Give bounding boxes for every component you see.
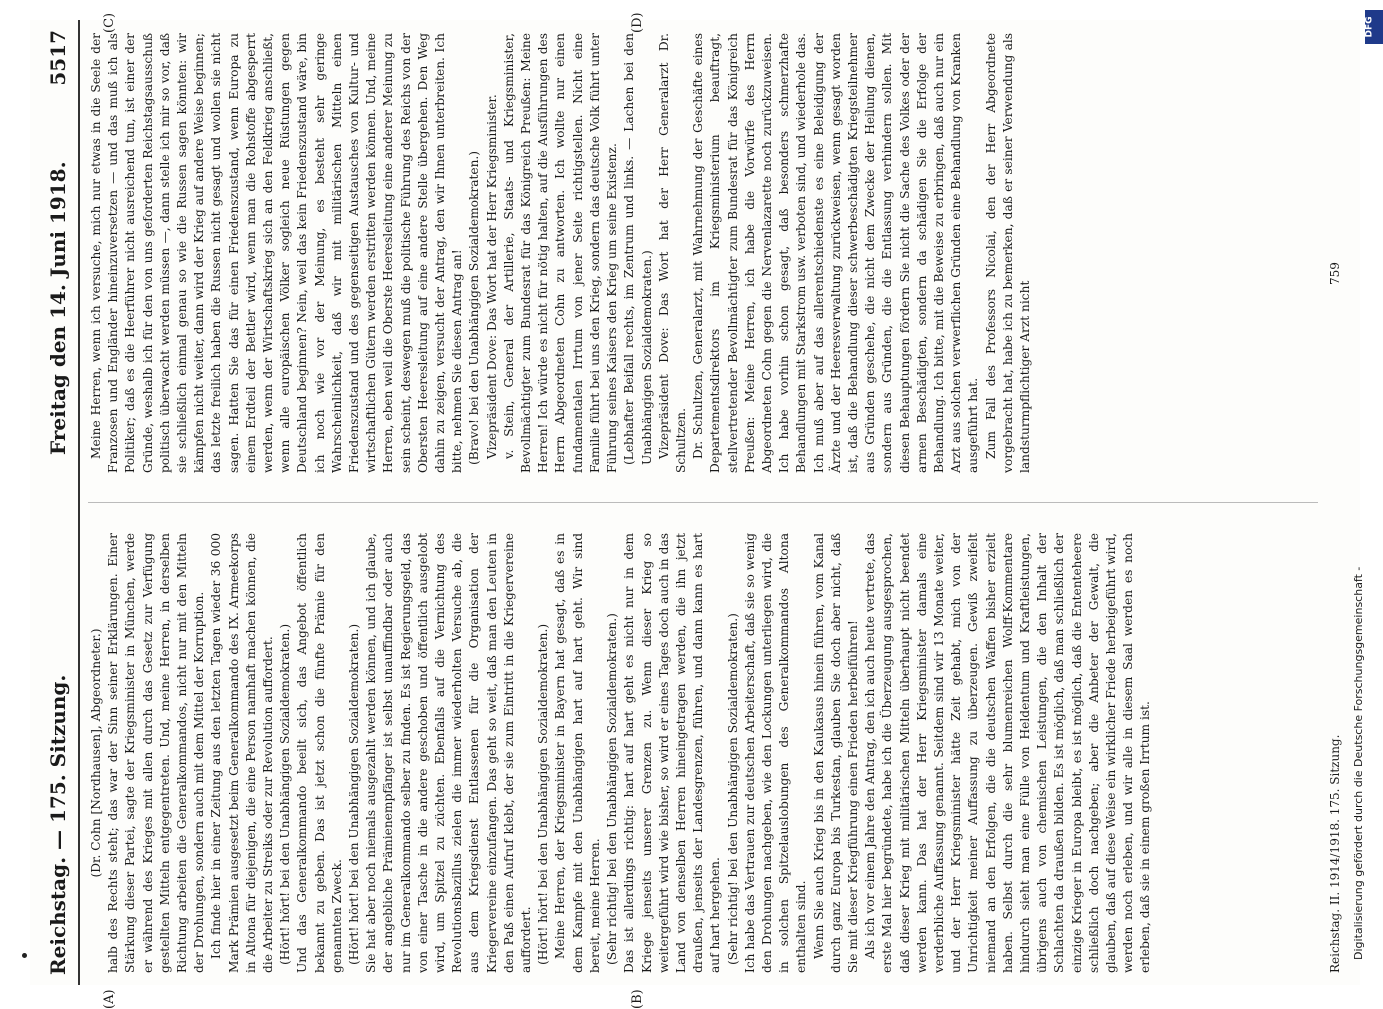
paragraph: Meine Herren, der Kriegsminister in Bayern hat gesagt, daß es in dem Kampfe mit den Unabhängigen hart auf hart geht. Wir sind bereit, meine Herren.: [553, 533, 602, 973]
footer-signature: 759: [1328, 262, 1342, 285]
dfg-logo-text: DFG: [1364, 16, 1375, 38]
left-column: [88, 533, 1155, 973]
column-divider: [88, 502, 1318, 503]
margin-marker-a: (A): [102, 989, 117, 1009]
paragraph: Sie hat aber noch niemals ausgezahlt werden können, und ich glaube, der angebliche Prämienempfänger ist selbst unauffindbar oder auch nur im Generalkommando selber zu finden. Es ist Regierungsgeld, das von einer Tasche in die andere geschoben und öffentlich ausgelobt wird, um Spitzel zu züchten. Ebenfalls auf die Vernichtung des Revolutionsbazillus zielen die immer wiederholten Versuche ab, die aus dem Kriegsdienst Entlassenen für die Organisation der Kriegervereine einzufangen. Das geht so weit, daß man den Leuten in den Paß einen Aufruf klebt, der sie zum Eintritt in die Kriegervereine auffordert.: [364, 533, 534, 973]
running-head-session: Reichstag. — 175. Sitzung.: [46, 674, 70, 975]
paragraph: Das ist allerdings richtig: hart auf hart geht es nicht nur in dem Kriege jenseits unserer Grenzen zu. Wenn dieser Krieg so weitergeführt wird wie bisher, so wird er eines Tages doch auch in das Land von denselben Herren hineingetragen werden, die ihn jetzt draußen, jenseits der Landesgrenzen, führen, und dann kann es hart auf hart hergehen.: [622, 533, 723, 973]
speaker-continuation: (Dr. Cohn [Nordhausen], Abgeordneter.): [89, 628, 103, 878]
margin-marker-b: (B): [630, 989, 645, 1009]
paragraph: halb des Rechts steht; das war der Sinn seiner Erklärungen. Einer Stärkung dieser Partei, sagte der Kriegsminister in München, werde er während des Krieges mit allen durch das Gesetz zur Verfügung gestellten Mitteln entgegentreten. Und, meine Herren, in derselben Richtung arbeiten die Generalkommandos, nicht nur mit den Mitteln der Drohungen, sondern auch mit dem Mittel der Korruption.: [106, 533, 207, 973]
paragraph: Ich finde hier in einer Zeitung aus den letzten Tagen wieder 36 000 Mark Prämien ausgesetzt beim Generalkommando des IX. Armeekorps in Altona für diejenigen, die eine Person namhaft machen können, die die Arbeiter zu Streiks oder zur Revolution auffordert.: [209, 533, 276, 973]
interjection: (Bravo! bei den Unabhängigen Sozialdemokraten.): [467, 150, 482, 465]
paragraph: Ich habe das Vertrauen zur deutschen Arbeiterschaft, daß sie so wenig den Drohungen nachgeben, wie den Lockungen unterliegen wird, die in solchen Spitzelauslobungen des Generalkommandos Altona enthalten sind.: [742, 533, 809, 973]
speaker-paragraph: Vizepräsident Dove: Das Wort hat der Herr Generalarzt Dr. Schultzen.: [656, 33, 688, 473]
footer-reference: Reichstag. II. 1914/1918. 175. Sitzung.: [1328, 734, 1342, 973]
running-head-date: Freitag den 14. Juni 1918.: [46, 161, 70, 455]
speaker-paragraph: Vizepräsident Dove: Das Wort hat der Herr Kriegsminister.: [484, 94, 499, 459]
running-head: [40, 20, 80, 985]
speaker-paragraph: v. Stein, General der Artillerie, Staats- und Kriegsminister, Bevollmächtigter zum Bundesrat für das Königreich Preußen: Meine Herren! Ich würde es nicht für nötig halten, auf die Ausführungen des Herrn Abgeordneten Cohn zu antworten. Ich wollte nur einen fundamentalen Irrtum von jener Seite richtigstellen. Nicht eine Familie führt bei uns den Krieg, sondern das deutsche Volk führt unter Führung seines Kaisers den Krieg um seine Existenz.: [501, 33, 620, 473]
margin-marker-c: (C): [102, 12, 117, 33]
paragraph: Wenn Sie auch Krieg bis in den Kaukasus hinein führen, vom Kanal durch ganz Europa bis Turkestan, glauben Sie doch aber nicht, daß Sie mit dieser Kriegführung einen Frieden herbeiführen!: [811, 533, 860, 973]
rotated-page: [30, 12, 1360, 1009]
margin-marker-d: (D): [630, 12, 645, 33]
page-number: 5517: [46, 30, 70, 86]
dfg-logo: [1365, 10, 1383, 44]
scan-speck: [22, 953, 27, 958]
interjection: (Sehr richtig! bei den Unabhängigen Sozialdemokraten.): [605, 613, 620, 965]
credit-text: Digitalisierung gefördert durch die Deutsche Forschungsgemeinschaft -: [1352, 566, 1365, 960]
interjection: (Hört! hört! bei den Unabhängigen Sozialdemokraten.): [536, 623, 551, 965]
paragraph: Zum Fall des Professors Nicolai, den der Herr Abgeordnete vorgebracht hat, habe ich zu bemerken, daß er seiner Verwendung als landsturmpflichtiger Arzt nicht: [983, 33, 1032, 473]
paragraph: Meine Herren, wenn ich versuche, mich nur etwas in die Seele der Franzosen und Engländer hineinzuversetzen — und das muß ich als Politiker; daß es die Heerführer nicht ausreichend tun, ist einer der Gründe, weshalb ich für den von uns geforderten Reichstagsausschuß politisch überwacht werden müssen —, dann stelle ich mir so vor, daß sie schließlich einmal genau so wie die Russen sagen könnten: wir kämpfen nicht weiter, dann wird der Krieg auf andere Weise beginnen; das letzte freilich haben die Russen nicht gesagt und wollen sie nicht sagen. Hatten Sie das für einen Friedenszustand, wenn Europa zu einem Erdteil der Bettler wird, wenn man die Rohstoffe abgesperrt werden, wenn der Wirtschaftskrieg sich an den Feldkrieg anschließt, wenn alle europäischen Völker sogleich neue Rüstungen gegen Deutschland beginnen? Nein, weil das kein Friedenszustand wäre, bin ich noch wie vor der Meinung, es besteht sehr geringe Wahrscheinlichkeit, daß wir mit militärischen Mitteln einen Friedenszustand und des gegenseitigen Austausches von Kultur- und wirtschaftlichen Gütern werden erstritten werden können. Und, meine Herren, eben weil die Oberste Heeresleitung eine anderer Meinung zu sein scheint, deswegen muß die politische Führung des Reichs von der Obersten Heeresleitung auf eine andere Stelle übergehen. Den Weg dahin zu zeigen, versucht der Antrag, den wir Ihnen unterbreiten. Ich bitte, nehmen Sie diesen Antrag an!: [89, 33, 465, 473]
interjection: (Hört! hört! bei den Unabhängigen Sozialdemokraten.): [347, 623, 362, 965]
speaker-paragraph: Dr. Schultzen, Generalarzt, mit Wahrnehmung der Geschäfte eines Departementsdirektors im Kriegsministerium beauftragt, stellvertretender Bevollmächtigter zum Bundesrat für das Königreich Preußen: Meine Herren, ich habe die Vorwürfe des Herrn Abgeordneten Cohn gegen die Nervenlazarette noch zurückzuweisen. Ich habe vorhin schon gesagt, daß besonders schmerzhafte Behandlungen mit Starkstrom usw. verboten sind, und wiederhole das. Ich muß aber auf das allerentschiedenste es eine Beleidigung der Ärzte und der Heeresverwaltung zurückweisen, wenn gesagt worden ist, daß die Behandlung dieser schwerbeschädigten Kriegsteilnehmer aus Gründen geschehe, die nicht dem Zwecke der Heilung dienen, sondern aus Gründen, die die Entlassung verhindern sollen. Mit diesen Behauptungen fördern Sie nicht die Sache des Volkes oder der armen Beschädigten, sondern da schädigen Sie die Erfolge der Behandlung. Ich bitte, mit die Beweise zu erbringen, daß auch nur ein Arzt aus solchen verwerflichen Gründen eine Behandlung von Kranken ausgeführt hat.: [691, 33, 981, 473]
interjection: (Sehr richtig! bei den Unabhängigen Sozialdemokraten.): [725, 613, 740, 965]
interjection: (Lebhafter Beifall rechts, im Zentrum und links. — Lachen bei den Unabhängigen Sozialdemokraten.): [622, 33, 654, 465]
paragraph: Und das Generalkommando beeilt sich, das Angebot öffentlich bekannt zu geben. Das ist jetzt schon die fünfte Prämie für den genannten Zweck.: [295, 533, 344, 973]
header-rule: [78, 20, 80, 985]
right-column: [88, 33, 1034, 473]
interjection: (Hört! hört! bei den Unabhängigen Sozialdemokraten.): [278, 623, 293, 965]
digitization-credit: [1352, 20, 1374, 960]
paragraph: Als ich vor einem Jahre den Antrag, den ich auch heute vertrete, das erste Mal hier begründete, habe ich die Überzeugung ausgesprochen, daß dieser Krieg mit militärischen Mitteln überhaupt nicht beendet werden kann. Das hat der Herr Kriegsminister damals eine verderbliche Auffassung genannt. Seitdem sind wir 13 Monate weiter, und der Herr Kriegsminister hätte Zeit gehabt, mich von der Unrichtigkeit meiner Auffassung zu überzeugen. Gewiß zweifelt niemand an den Erfolgen, die die deutschen Waffen bisher erzielt haben. Selbst durch die sehr blumenreichen Wolff-Kommentare hindurch sieht man eine Fülle von Heldentum und Kraftleistungen, übrigens auch von chemischen Leistungen, die den Inhalt der Schlachten da draußen bilden. Es ist möglich, daß man schließlich der einzige Krieger in Europa bleibt, es ist möglich, daß die Ententeheere schließlich doch nachgeben; aber die Anbeter der Gewalt, die glauben, daß auf diese Weise ein wirklicher Friede herbeigeführt wird, werden noch erleben, und wir alle in diesem Saal werden es noch erleben, daß sie in einem großen Irrtum ist.: [863, 533, 1153, 973]
